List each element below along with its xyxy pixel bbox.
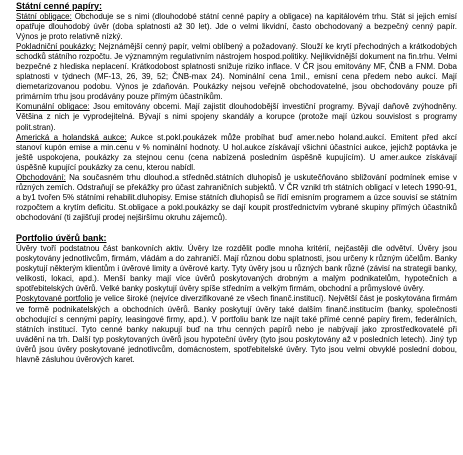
text-provided-portfolio: je velice široké (nejvíce diverzifikované ze všech finanč.institucí). Největší část je poskytována firmám ve formě podnikatelských a obchodních úvěrů. Banky poskytují úvěry také dalším finanč.institucím (banky, společnosti obchodující s cennými papíry, leasingové firmy, apd.). V portfoliu bank lze najít také přímé cenné papíry firem, federálních, státních institucí. Tyto cenné banky nakupují buď na trhu cenných papírů nebo je nabývají jako zprostředkovatelé při uvádění na trh. Další typ poskytovaných úvěrů jsou hypoteční úvěry (tyto jsou poskytovány až v posledních letech). Jiný typ úvěrů jsou úvěry poskytované jednotlivcům, domácnostem, spotřebitelské úvěry. Tyto jsou velmi obvyklé poslední dobou, hlavně zásluhou úvěrových karet.: [16, 294, 458, 364]
paragraph-trading: [16, 173, 457, 223]
term-auctions: Americká a holandská aukce:: [16, 132, 127, 142]
section-title-state-securities: Státní cenné papíry:: [16, 1, 103, 11]
paragraph-municipal-bonds: [16, 102, 457, 132]
section-title-loan-portfolio: Portfolio úvěrů bank:: [16, 233, 107, 244]
text-trading: Na současném trhu dlouhod.a středněd.státních dluhopisů je uskutečňováno sbližování podmínek emise v různých zemích. Odstraňují se překážky pro účast zahraničních subjektů. V ČR vznikl trh státních obligací v letech 1990-91, a by1 tvořen 5% státními rehabilit.dluhopisy. Emise státních dluhopisů se řídí emisním programem a úzce souvisí se státním rozpočtem a krytím deficitu. St.obligace a pokl.poukázky se dají koupit prostřednictvím vybrané skupiny přímých účastníků obchodování (ti zajišťují prodej nejširšímu okruhu zájemců).: [16, 173, 457, 223]
text-auctions: Aukce st.pokl.poukázek může probíhat buď amer.nebo holand.aukcí. Emitent před akcí stanoví kupón emise a min.cenu v % nominální hodnoty. U hol.aukce získávají všichni účastníci aukce, jejichž poptávka je ještě uspokojena, poukázky za stejnou cenu (cena nabízená posledním úspěšně kupujícím). U amer.aukce získávají úspěšně kupující poukázky za cenu, kterou nabídl.: [16, 132, 458, 172]
text-loans-intro: Úvěry tvoří podstatnou část bankovních aktiv. Úvěry lze rozdělit podle mnoha kritérií, nejčastěji dle odvětví. Úvěry jsou poskytovány jednotlivcům, firmám, vládám a do zahraničí. Mají různou dobu splatnosti, jsou určeny k různým účelům. Banky poskytují některým klientům i úvěrové limity a úvěrové karty. Tyty úvěry jsou u různých bank různé (závisí na strategii banky, velikosti, lokaci, apd.). Menší banky mají více úvěrů poskytovaných drobným a malým podnikatelům, hypotečních a spotřebitelských úvěrů. Velké banky poskytují úvěry spíše středním a velkým firmám, obchodní a průmyslové úvěry.: [16, 243, 457, 294]
term-provided-portfolio: Poskytované portfolio: [16, 294, 93, 304]
term-treasury-bills: Pokladniční poukázky:: [16, 41, 96, 51]
term-trading: Obchodování:: [16, 173, 66, 182]
paragraph-auctions: [16, 133, 457, 173]
term-state-bonds: Státní obligace:: [16, 11, 72, 21]
paragraph-state-bonds: [16, 12, 457, 42]
term-municipal-bonds: Komunální obligace:: [16, 102, 90, 112]
paragraph-treasury-bills: [16, 42, 457, 103]
paragraph-provided-portfolio: [16, 294, 457, 365]
paragraph-loans-intro: [16, 244, 457, 294]
text-state-bonds: Obchoduje se s nimi (dlouhodobé státní cenné papíry a obligace) na kapitálovém trhu. Stát si jejich emisí opatřuje dlouhodobý úvěr (doba splatnosti až 30 let). Jde o velmi likvidní, často obchodovaný a bezpečný cenný papír. Výnos je proto relativně nízký.: [16, 11, 457, 41]
text-municipal-bonds: Jsou emitovány obcemi. Mají zajistit dlouhodobější investiční programy. Bývají daňově zvýhodněny. Většina z nich je vyprodejitelná. Bývají s nimi spojeny skandály a korupce (protože mají úzkou souvislost s programy polit.stran).: [16, 102, 457, 132]
text-treasury-bills: Nejznámější cenný papír, velmi oblíbený a požadovaný. Slouží ke krytí přechodných a krátkodobých schodků státního rozpočtu. Je významným regulativním nástrojem hospod.politiky. Nejlikvidnější dokument na fin.trhu. Velmi bezpečné z hlediska neplacení. Krátkodobost splatnosti snižuje riziko inflace. V ČR jsou emitovány MF, ČNB a FNM. Doba splatnosti v týdnech (MF-13, 26, 39, 52; ČNB-max 24). Nominální cena 1mil., emisní cena předem nebo aukcí. Mají diemetarizovanou podobu. Výnos je zdaňován. Poukázky nejsou veřejně obchodovatelné, jsou obchodovány pouze při primárním trhu jsou prodávány pouze přímým účastníkům.: [16, 41, 458, 102]
